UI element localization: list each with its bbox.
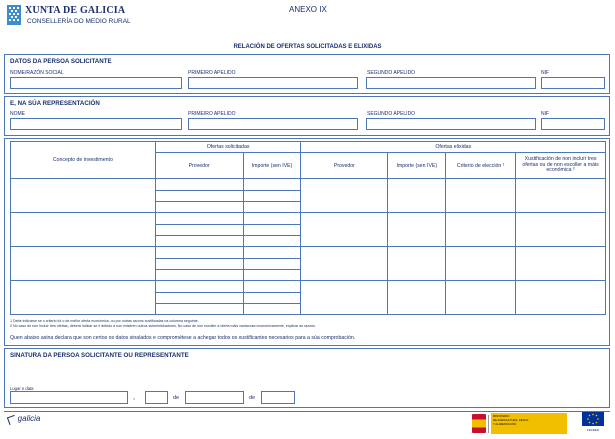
provider-cell[interactable] [155, 236, 243, 247]
year-field[interactable] [261, 391, 295, 404]
justification-cell[interactable] [516, 213, 606, 247]
ministry-logo: MINISTERIO DE AGRICULTURA, PESCA Y ALIMENTACIÓN [472, 413, 567, 434]
comma-separator: , [133, 394, 135, 401]
representative-nif-label: NIF [541, 111, 550, 117]
applicant-surname1-field[interactable] [188, 77, 358, 89]
feader-label: FEADER [586, 428, 600, 432]
document-title: RELACIÓN DE OFERTAS SOLICITADAS E ELIXIDAS [233, 44, 382, 50]
eu-flag-logo [580, 412, 606, 435]
chosen-provider-cell[interactable] [301, 247, 388, 281]
eu-stars-icon [582, 412, 604, 426]
chosen-amount-cell[interactable] [388, 179, 446, 213]
de-label-2: de [249, 395, 256, 401]
criterion-header: Criterio de elección ¹ [446, 153, 516, 179]
justification-cell[interactable] [516, 179, 606, 213]
xunta-logo [7, 5, 21, 25]
representative-surname1-label: PRIMEIRO APELIDO [188, 111, 236, 117]
applicant-surname1-label: PRIMEIRO APELIDO [188, 70, 236, 76]
place-date-label: Lugar e data [10, 386, 34, 391]
amount-cell[interactable] [243, 202, 301, 213]
amount-cell[interactable] [243, 270, 301, 281]
criterion-cell[interactable] [446, 247, 516, 281]
representative-surname1-field[interactable] [188, 118, 358, 130]
applicant-name-label: NOME/RAZÓN SOCIAL [10, 70, 64, 76]
amount-cell[interactable] [243, 247, 301, 259]
requested-offers-header: Ofertas solicitadas [155, 142, 301, 153]
concept-header: Concepto de investimento [11, 142, 156, 179]
amount-cell[interactable] [243, 225, 301, 236]
month-field[interactable] [185, 391, 244, 404]
declaration-text: Quen abaixo asina declara que son certos os datos sinalados e comprométese a achegar todos os xustificantes necesarios para a súa comprobación. [10, 335, 356, 341]
chosen-provider-cell[interactable] [301, 213, 388, 247]
justification-cell[interactable] [516, 281, 606, 315]
representative-surname2-label: SEGUNDO APELIDO [367, 111, 416, 117]
amount-cell[interactable] [243, 304, 301, 315]
provider-cell[interactable] [155, 281, 243, 293]
org-name: XUNTA DE GALICIA [25, 5, 126, 16]
chosen-amount-cell[interactable] [388, 247, 446, 281]
amount-cell[interactable] [243, 213, 301, 225]
place-field[interactable] [10, 391, 128, 404]
chosen-provider-cell[interactable] [301, 281, 388, 315]
provider-cell[interactable] [155, 259, 243, 270]
de-label-1: de [173, 395, 180, 401]
galicia-brand-logo: galicia [8, 414, 40, 424]
chosen-provider-cell[interactable] [301, 179, 388, 213]
applicant-name-field[interactable] [10, 77, 182, 89]
criterion-cell[interactable] [446, 213, 516, 247]
amount-cell[interactable] [243, 179, 301, 191]
criterion-cell[interactable] [446, 281, 516, 315]
representative-name-label: NOME [10, 111, 25, 117]
provider-cell[interactable] [155, 304, 243, 315]
applicant-surname2-label: SEGUNDO APELIDO [367, 70, 416, 76]
chosen-amount-header: Importe (sen IVE) [388, 153, 446, 179]
concept-cell[interactable] [11, 179, 156, 213]
spain-coat-of-arms-icon [472, 414, 486, 433]
chosen-amount-cell[interactable] [388, 213, 446, 247]
annex-label: ANEXO IX [289, 5, 327, 14]
representative-section-title: E, NA SÚA REPRESENTACIÓN [10, 100, 100, 107]
footnote-2: 2 No caso de non incluír tres ofertas, deberá indicar se é debido a non existiren outros subministradores. No caso de non escoller a oferta máis vantaxosa economicamente, explicar as razóns. [10, 324, 316, 328]
applicant-nif-field[interactable] [541, 77, 605, 89]
applicant-section-title: DATOS DA PERSOA SOLICITANTE [10, 58, 112, 65]
department-name: CONSELLERÍA DO MEDIO RURAL [27, 18, 131, 25]
provider-cell[interactable] [155, 270, 243, 281]
chosen-offers-header: Ofertas elixidas [301, 142, 606, 153]
provider-cell[interactable] [155, 213, 243, 225]
applicant-surname2-field[interactable] [366, 77, 536, 89]
concept-cell[interactable] [11, 281, 156, 315]
amount-cell[interactable] [243, 236, 301, 247]
applicant-nif-label: NIF [541, 70, 550, 76]
amount-cell[interactable] [243, 281, 301, 293]
amount-cell[interactable] [243, 191, 301, 202]
galicia-swoosh-icon [7, 415, 17, 425]
representative-nif-field[interactable] [541, 118, 605, 130]
justification-header: Xustificación de non incluír tres ofertas ou de non escoller a máis económica ² [516, 153, 606, 179]
chosen-provider-header: Provedor [301, 153, 388, 179]
amount-cell[interactable] [243, 259, 301, 270]
galicia-shield-icon [7, 5, 21, 25]
signature-section-title: SINATURA DA PERSOA SOLICITANTE OU REPRESENTANTE [10, 352, 189, 359]
footer-divider [4, 411, 610, 412]
footnote-1: 1 Debe indicarse se o criterio foi o de mellor oferta económica, ou por outras razóns xustificadas na columna seguinte. [10, 319, 199, 323]
representative-surname2-field[interactable] [366, 118, 536, 130]
provider-cell[interactable] [155, 293, 243, 304]
offers-table [10, 141, 606, 315]
provider-cell[interactable] [155, 179, 243, 191]
justification-cell[interactable] [516, 247, 606, 281]
provider-cell[interactable] [155, 247, 243, 259]
criterion-cell[interactable] [446, 179, 516, 213]
chosen-amount-cell[interactable] [388, 281, 446, 315]
provider-cell[interactable] [155, 202, 243, 213]
requested-amount-header: Importe (sen IVE) [243, 153, 301, 179]
day-field[interactable] [145, 391, 168, 404]
amount-cell[interactable] [243, 293, 301, 304]
representative-name-field[interactable] [10, 118, 182, 130]
provider-cell[interactable] [155, 225, 243, 236]
provider-cell[interactable] [155, 191, 243, 202]
concept-cell[interactable] [11, 213, 156, 247]
requested-provider-header: Provedor [155, 153, 243, 179]
concept-cell[interactable] [11, 247, 156, 281]
